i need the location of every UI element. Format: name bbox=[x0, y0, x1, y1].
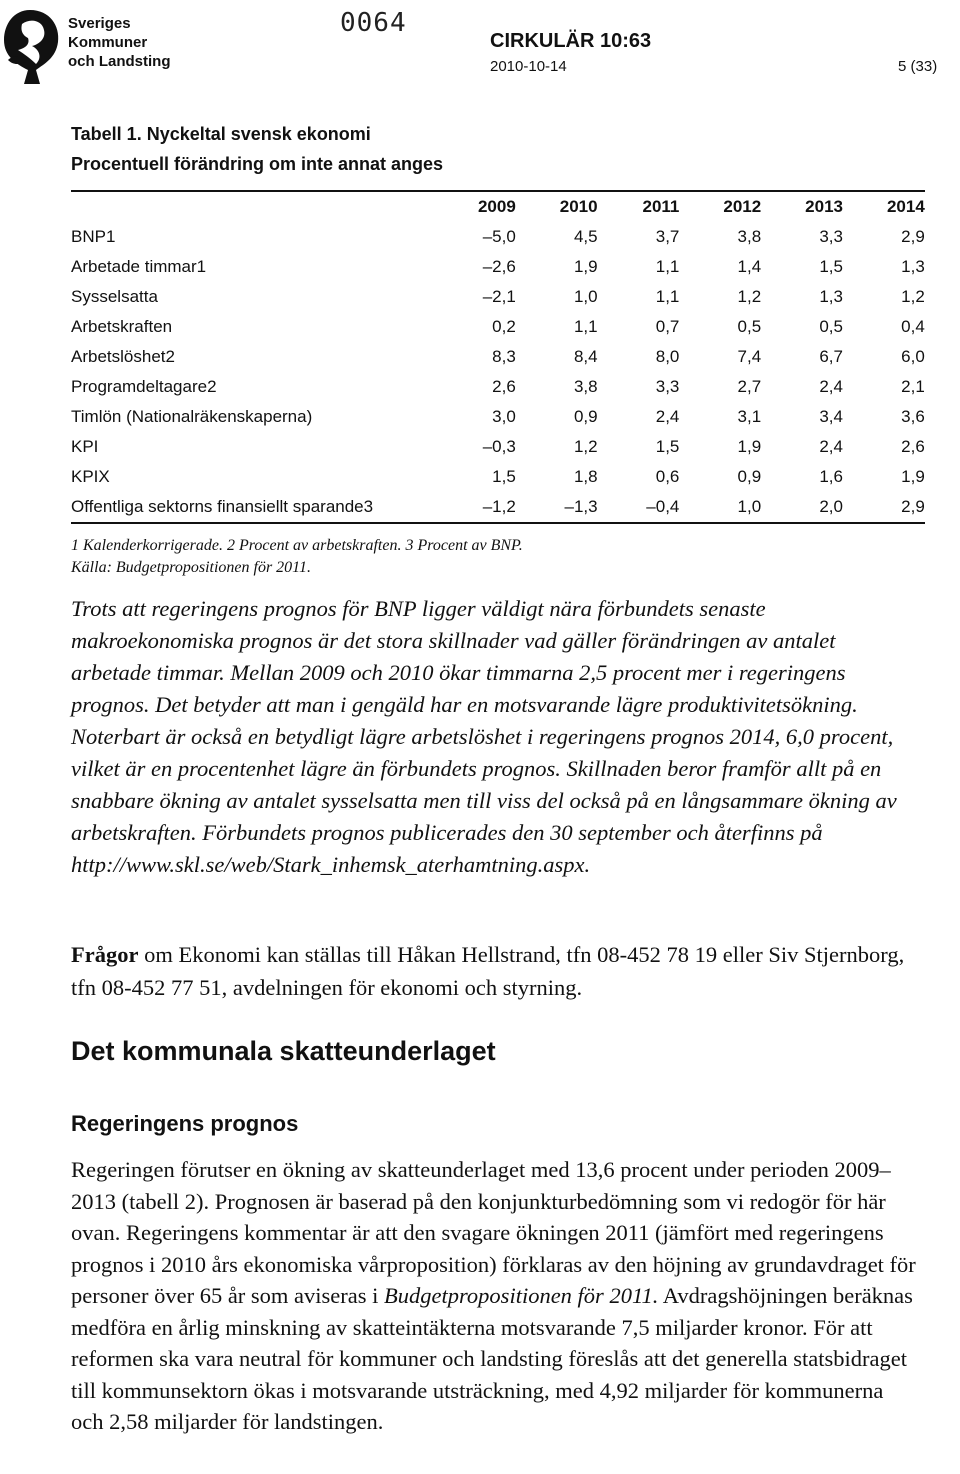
cell-value: –0,4 bbox=[646, 497, 680, 516]
row-label: Programdeltagare2 bbox=[71, 377, 217, 396]
cell-value: 8,0 bbox=[655, 347, 680, 366]
cell-value: 2,7 bbox=[737, 377, 762, 396]
table-row bbox=[71, 282, 925, 312]
cell-value: –1,2 bbox=[482, 497, 516, 516]
row-label: Timlön (Nationalräkenskaperna) bbox=[71, 407, 313, 426]
cell-value: 1,5 bbox=[655, 437, 680, 456]
table-row bbox=[71, 402, 925, 432]
year-header: 2012 bbox=[723, 197, 762, 216]
cell-value: 2,6 bbox=[901, 437, 925, 456]
cell-value: 3,8 bbox=[573, 377, 598, 396]
table-row bbox=[71, 252, 925, 282]
cell-value: 8,3 bbox=[492, 347, 516, 366]
row-label: KPIX bbox=[71, 467, 110, 486]
cell-value: 3,6 bbox=[901, 407, 925, 426]
section-heading: Det kommunala skatteunderlaget bbox=[71, 1036, 496, 1066]
table-body bbox=[71, 222, 925, 524]
cell-value: 1,0 bbox=[737, 497, 762, 516]
table-row bbox=[71, 342, 925, 372]
year-header: 2010 bbox=[559, 197, 598, 216]
subsection-heading: Regeringens prognos bbox=[71, 1111, 299, 1136]
handwritten-stamp: 0064 bbox=[340, 8, 407, 38]
cell-value: 4,5 bbox=[573, 227, 598, 246]
cell-value: –5,0 bbox=[482, 227, 516, 246]
cell-value: 2,4 bbox=[819, 377, 843, 396]
year-header: 2013 bbox=[805, 197, 843, 216]
cell-value: 2,4 bbox=[655, 407, 680, 426]
cell-value: 3,4 bbox=[819, 407, 843, 426]
body-text-part1: Regeringen förutser en ökning av skatteunderlaget med 13,6 procent under perioden 2009–2013 (tabell 2). Prognosen är baserad på den konjunkturbedömning som vi redogör för här ovan. Regeringens kommentar är att den svagare ökningen 2011 (jämfört med regeringens prognos i 2010 års ekonomiska vårproposition) förklaras av den höjning av grundavdraget för personer över 65 år som aviseras i bbox=[71, 1157, 916, 1308]
cell-value: 3,3 bbox=[819, 227, 843, 246]
row-label: Arbetade timmar1 bbox=[71, 257, 207, 276]
cell-value: 0,9 bbox=[737, 467, 762, 486]
cell-value: 1,1 bbox=[655, 287, 680, 306]
row-label: BNP1 bbox=[71, 227, 116, 246]
table-title: Tabell 1. Nyckeltal svensk ekonomi bbox=[71, 124, 371, 144]
cell-value: 3,8 bbox=[737, 227, 762, 246]
table-row bbox=[71, 462, 925, 492]
cell-value: –1,3 bbox=[564, 497, 598, 516]
body-text-part2: Avdragshöjningen beräknas medföra en årlig minskning av skatteintäkterna motsvarande 7,5 miljarder kronor. För att reformen ska vara neutral för kommuner och landsting föreslås att det generella statsbidraget till kommunsektorn ökas i motsvarande utsträckning, med 4,92 miljarder för kommunerna och 2,58 miljarder för landstingen. bbox=[71, 1283, 913, 1434]
cell-value: 1,1 bbox=[655, 257, 680, 276]
cell-value: 1,4 bbox=[737, 257, 762, 276]
cell-value: 3,1 bbox=[737, 407, 762, 426]
cell-value: 1,5 bbox=[492, 467, 516, 486]
cell-value: –2,1 bbox=[482, 287, 516, 306]
cell-value: 3,3 bbox=[655, 377, 680, 396]
cell-value: 0,4 bbox=[901, 317, 925, 336]
cell-value: 6,0 bbox=[901, 347, 925, 366]
table-header-row bbox=[71, 192, 925, 222]
cell-value: 1,1 bbox=[573, 317, 598, 336]
cell-value: 2,4 bbox=[819, 437, 843, 456]
body-paragraph bbox=[71, 1154, 917, 1438]
contact-bold-lead: Frågor bbox=[71, 942, 139, 967]
cell-value: 7,4 bbox=[737, 347, 762, 366]
contact-text: om Ekonomi kan ställas till Håkan Hellstrand, tfn 08-452 78 19 eller Siv Stjernborg, tfn 08-452 77 51, avdelningen för ekonomi och styrning. bbox=[71, 942, 905, 1000]
cell-value: –0,3 bbox=[482, 437, 516, 456]
cell-value: 8,4 bbox=[573, 347, 598, 366]
skl-logo-icon bbox=[0, 6, 64, 86]
cell-value: 1,2 bbox=[737, 287, 762, 306]
cell-value: 1,8 bbox=[573, 467, 598, 486]
row-label: Arbetskraften bbox=[71, 317, 173, 336]
table-subtitle: Procentuell förändring om inte annat anges bbox=[71, 154, 444, 174]
row-label: KPI bbox=[71, 437, 99, 456]
row-label: Arbetslöshet2 bbox=[71, 347, 175, 366]
cell-value: 0,6 bbox=[655, 467, 680, 486]
cell-value: 2,9 bbox=[901, 497, 925, 516]
table-row bbox=[71, 492, 925, 524]
commentary-paragraph: Trots att regeringens prognos för BNP ligger väldigt nära förbundets senaste makroekonomiska prognos är det stora skillnader vad gäller förändringen av antalet arbetade timmar. Mellan 2009 och 2010 ökar timmarna 2,5 procent mer i regeringens prognos. Det betyder att man i gengäld har en motsvarande lägre produktivitetsökning. Noterbart är också en betydligt lägre arbetslöshet i regeringens prognos 2014, 6,0 procent, vilket är en procentenhet lägre än förbundets prognos. Skillnaden beror framför allt på en snabbare ökning av antalet sysselsatta men till viss del också på en långsammare ökning av arbetskraften. Förbundets prognos publicerades den 30 september och återfinns på http://www.skl.se/web/Stark_inhemsk_aterhamtning.aspx. bbox=[71, 596, 897, 877]
year-header: 2009 bbox=[477, 197, 516, 216]
cell-value: 1,3 bbox=[819, 287, 843, 306]
cell-value: 0,2 bbox=[492, 317, 516, 336]
cell-value: 1,2 bbox=[901, 287, 925, 306]
cell-value: 2,1 bbox=[901, 377, 925, 396]
cell-value: 0,5 bbox=[819, 317, 843, 336]
cell-value: 3,7 bbox=[655, 227, 680, 246]
table-footnote: 1 Kalenderkorrigerade. 2 Procent av arbetskraften. 3 Procent av BNP. bbox=[71, 537, 523, 554]
table-source: Källa: Budgetpropositionen för 2011. bbox=[71, 559, 311, 576]
cell-value: 0,9 bbox=[573, 407, 598, 426]
cell-value: 0,5 bbox=[737, 317, 762, 336]
cell-value: 0,7 bbox=[655, 317, 680, 336]
cell-value: –2,6 bbox=[482, 257, 516, 276]
cell-value: 3,0 bbox=[492, 407, 516, 426]
cell-value: 1,0 bbox=[573, 287, 598, 306]
contact-paragraph bbox=[71, 938, 911, 1004]
cell-value: 1,9 bbox=[737, 437, 762, 456]
cell-value: 2,0 bbox=[819, 497, 843, 516]
row-label: Offentliga sektorns finansiellt sparande3 bbox=[71, 497, 374, 516]
row-label: Sysselsatta bbox=[71, 287, 158, 306]
organization-name: Sveriges Kommuner och Landsting bbox=[68, 15, 171, 70]
table-row bbox=[71, 312, 925, 342]
body-text-italic: Budgetpropositionen för 2011. bbox=[384, 1283, 659, 1308]
key-figures-table bbox=[71, 190, 925, 524]
cell-value: 2,6 bbox=[492, 377, 516, 396]
cell-value: 1,3 bbox=[901, 257, 925, 276]
cell-value: 1,9 bbox=[573, 257, 598, 276]
cell-value: 1,2 bbox=[573, 437, 598, 456]
circular-number: CIRKULÄR 10:63 bbox=[490, 30, 652, 52]
cell-value: 1,6 bbox=[819, 467, 843, 486]
cell-value: 1,9 bbox=[901, 467, 925, 486]
table-row bbox=[71, 432, 925, 462]
cell-value: 1,5 bbox=[819, 257, 843, 276]
cell-value: 6,7 bbox=[819, 347, 843, 366]
year-header: 2011 bbox=[642, 197, 680, 216]
table-row bbox=[71, 222, 925, 252]
year-header: 2014 bbox=[886, 197, 925, 216]
cell-value: 2,9 bbox=[901, 227, 925, 246]
page-number: 5 (33) bbox=[898, 58, 938, 75]
table-row bbox=[71, 372, 925, 402]
circular-date: 2010-10-14 bbox=[490, 58, 567, 75]
